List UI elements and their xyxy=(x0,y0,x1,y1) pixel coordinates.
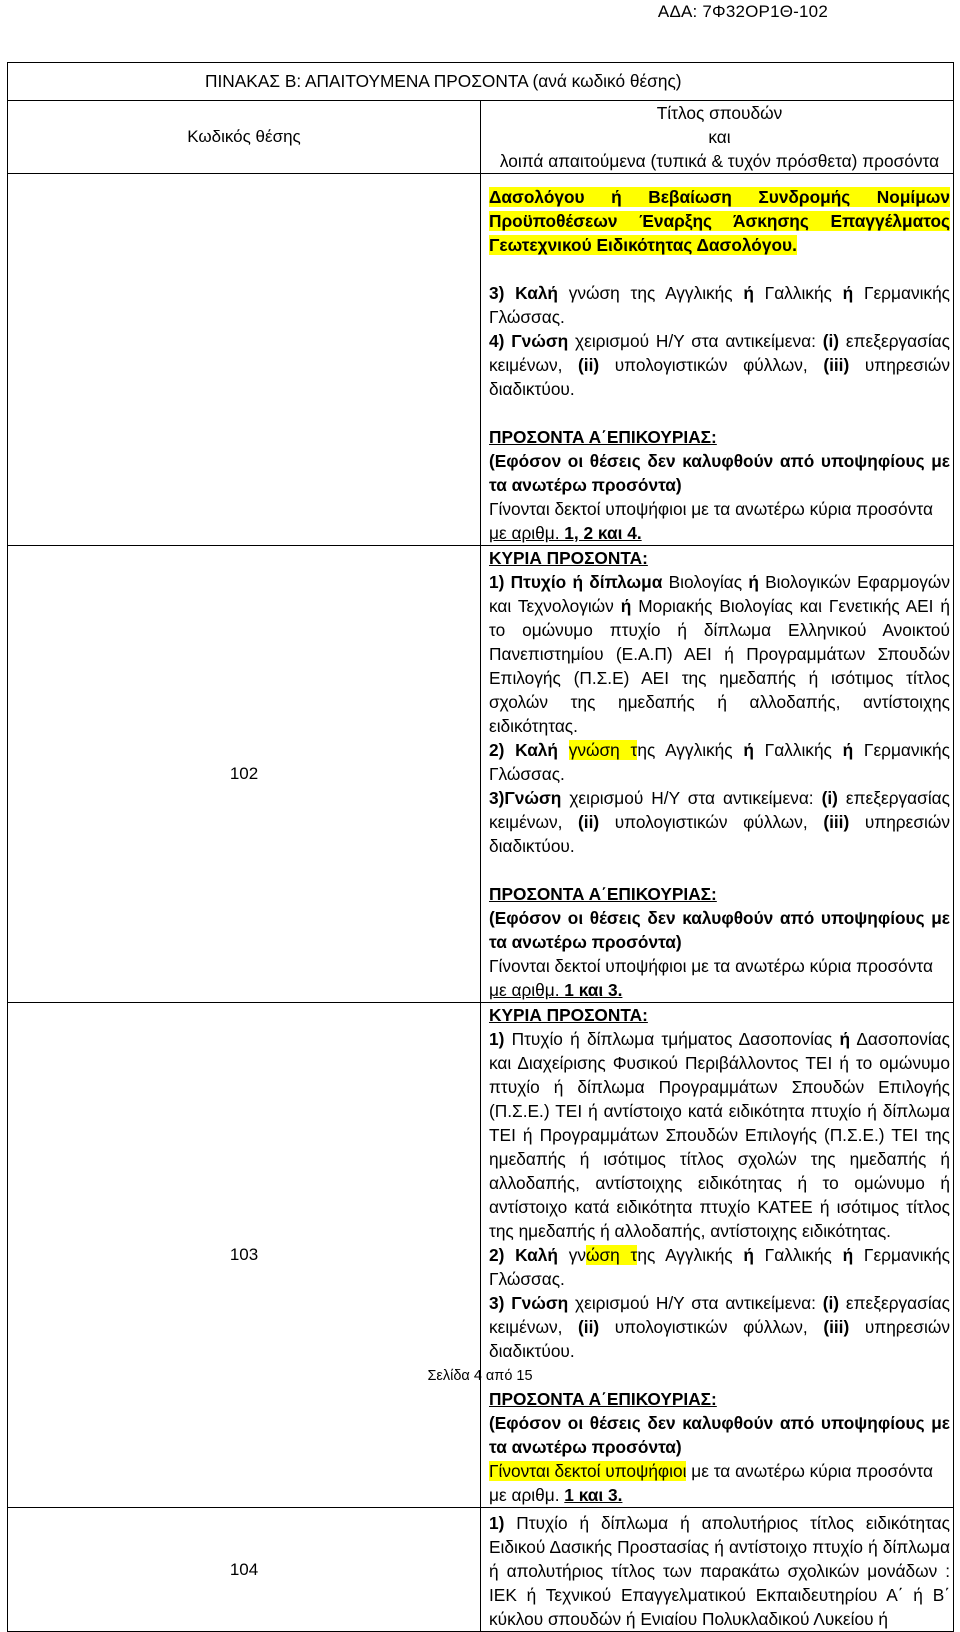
header-title-line2: και xyxy=(708,127,731,147)
header-title-line1: Τίτλος σπουδών xyxy=(656,103,783,123)
main-heading-103: ΚΥΡΙΑ ΠΡΟΣΟΝΤΑ: xyxy=(489,1005,648,1025)
table-title: ΠΙΝΑΚΑΣ Β: ΑΠΑΙΤΟΥΜΕΝΑ ΠΡΟΣΟΝΤΑ (ανά κωδικό θέσης) xyxy=(8,63,954,101)
content-cell-102 xyxy=(481,546,954,1003)
auxiliary-heading-102: ΠΡΟΣΟΝΤΑ Α΄ΕΠΙΚΟΥΡΙΑΣ: xyxy=(489,884,717,904)
requirements-table xyxy=(7,62,954,1632)
header-title-line3: λοιπά απαιτούμενα (τυπικά & τυχόν πρόσθετα) προσόντα xyxy=(499,151,940,171)
auxiliary-heading: ΠΡΟΣΟΝΤΑ Α΄ΕΠΙΚΟΥΡΙΑΣ: xyxy=(489,427,717,447)
code-cell-103: 103 xyxy=(8,1003,481,1508)
content-cell-continuation xyxy=(481,174,954,546)
computer-requirement: 4) Γνώση χειρισμού Η/Υ στα αντικείμενα: (i) επεξεργασίας κειμένων, (ii) υπολογιστικών φύλλων, (iii) υπηρεσιών διαδικτύου. xyxy=(489,331,950,399)
content-cell-103 xyxy=(481,1003,954,1508)
computer-requirement-103: 3) Γνώση χειρισμού Η/Υ στα αντικείμενα: (i) επεξεργασίας κειμένων, (ii) υπολογιστικών φύλλων, (iii) υπηρεσιών διαδικτύου. xyxy=(489,1293,950,1361)
computer-requirement-102: 3)Γνώση χειρισμού Η/Υ στα αντικείμενα: (i) επεξεργασίας κειμένων, (ii) υπολογιστικών φύλλων, (iii) υπηρεσιών διαδικτύου. xyxy=(489,788,950,856)
table-row-continuation xyxy=(8,174,954,546)
language-requirement-103: 2) Καλή γνώση της Αγγλικής ή Γαλλικής ή Γερμανικής Γλώσσας. xyxy=(489,1245,950,1289)
language-requirement: 3) Καλή γνώση της Αγγλικής ή Γαλλικής ή Γερμανικής Γλώσσας. xyxy=(489,283,951,327)
table-row-103 xyxy=(8,1003,954,1508)
code-cell-empty xyxy=(8,174,481,546)
header-title xyxy=(481,101,954,174)
ada-code: ΑΔΑ: 7Φ32ΟΡ1Θ-102 xyxy=(657,2,828,21)
page-footer: Σελίδα 4 από 15 xyxy=(427,1368,533,1384)
auxiliary-condition-102: (Εφόσον οι θέσεις δεν καλυφθούν από υποψηφίους με τα ανωτέρω προσόντα) xyxy=(489,908,950,952)
code-cell-104: 104 xyxy=(8,1508,481,1632)
header-row xyxy=(8,101,954,174)
table-row-102 xyxy=(8,546,954,1003)
degree-requirement-103: 1) Πτυχίο ή δίπλωμα τμήματος Δασοπονίας ή Δασοπονίας και Διαχείρισης Φυσικού Περιβάλλοντος ΤΕΙ ή το ομώνυμο πτυχίο ή δίπλωμα Προγραμμάτων Σπουδών Επιλογής (Π.Σ.Ε.) ΤΕΙ ή αντίστοιχο κατά ειδικότητα πτυχίο ή δίπλωμα ΤΕΙ ή Προγραμμάτων Σπουδών Επιλογής (Π.Σ.Ε.) ΤΕΙ της ημεδαπής ή ισότιμος τίτλος σχολών της ημεδαπής ή αλλοδαπής, αντίστοιχης ειδικότητας ή το ομώνυμο ή αντίστοιχο κατά ειδικότητα πτυχίο ΚΑΤΕΕ ή ισότιμος τίτλος της ημεδαπής ή αλλοδαπής, αντίστοιχης ειδικότητας. xyxy=(489,1029,950,1241)
code-cell-102: 102 xyxy=(8,546,481,1003)
auxiliary-heading-103: ΠΡΟΣΟΝΤΑ Α΄ΕΠΙΚΟΥΡΙΑΣ: xyxy=(489,1389,717,1409)
degree-requirement-104: 1) Πτυχίο ή δίπλωμα ή απολυτήριος τίτλος ειδικότητας Ειδικού Δασικής Προστασίας ή αντίστοιχο πτυχίο ή δίπλωμα ή απολυτήριος τίτλος των παρακάτω σχολικών μονάδων : ΙΕΚ ή Τεχνικού Επαγγελματικού Εκπαιδευτηρίου Α΄ ή Β΄ κύκλου σπουδών ή Ενιαίου Πολυκλαδικού Λυκείου ή xyxy=(489,1513,950,1629)
title-row xyxy=(8,63,954,101)
auxiliary-condition: (Εφόσον οι θέσεις δεν καλυφθούν από υποψηφίους με τα ανωτέρω προσόντα) xyxy=(489,451,950,495)
degree-requirement-102: 1) Πτυχίο ή δίπλωμα Βιολογίας ή Βιολογικών Εφαρμογών και Τεχνολογιών ή Μοριακής Βιολογίας και Γενετικής ΑΕΙ ή το ομώνυμο πτυχίο ή δίπλωμα Ελληνικού Ανοικτού Πανεπιστημίου (Ε.Α.Π) ΑΕΙ ή Προγραμμάτων Σπουδών Επιλογής (Π.Σ.Ε) ΑΕΙ της ημεδαπής ή ισότιμος τίτλος σχολών της ημεδαπής ή αλλοδαπής, αντίστοιχης ειδικότητας. xyxy=(489,572,950,736)
auxiliary-text-103: Γίνονται δεκτοί υποψήφιοι με τα ανωτέρω κύρια προσόντα με αριθμ. 1 και 3. xyxy=(489,1461,934,1505)
auxiliary-condition-103: (Εφόσον οι θέσεις δεν καλυφθούν από υποψηφίους με τα ανωτέρω προσόντα) xyxy=(489,1413,950,1457)
content-cell-104 xyxy=(481,1508,954,1632)
language-requirement-102: 2) Καλή γνώση της Αγγλικής ή Γαλλικής ή Γερμανικής Γλώσσας. xyxy=(489,740,950,784)
header-code: Κωδικός θέσης xyxy=(8,101,481,174)
auxiliary-text-102: Γίνονται δεκτοί υποψήφιοι με τα ανωτέρω κύρια προσόντα με αριθμ. 1 και 3. xyxy=(489,956,934,1000)
continuation-highlight: Δασολόγου ή Βεβαίωση Συνδρομής Νομίμων Προϋποθέσεων Έναρξης Άσκησης Επαγγέλματος Γεωτεχνικού Ειδικότητας Δασολόγου. xyxy=(489,187,950,255)
main-heading-102: ΚΥΡΙΑ ΠΡΟΣΟΝΤΑ: xyxy=(489,548,648,568)
continuation-main-text xyxy=(489,185,950,257)
auxiliary-text: Γίνονται δεκτοί υποψήφιοι με τα ανωτέρω κύρια προσόντα με αριθμ. 1, 2 και 4. xyxy=(489,499,934,543)
table-row-104 xyxy=(8,1508,954,1632)
